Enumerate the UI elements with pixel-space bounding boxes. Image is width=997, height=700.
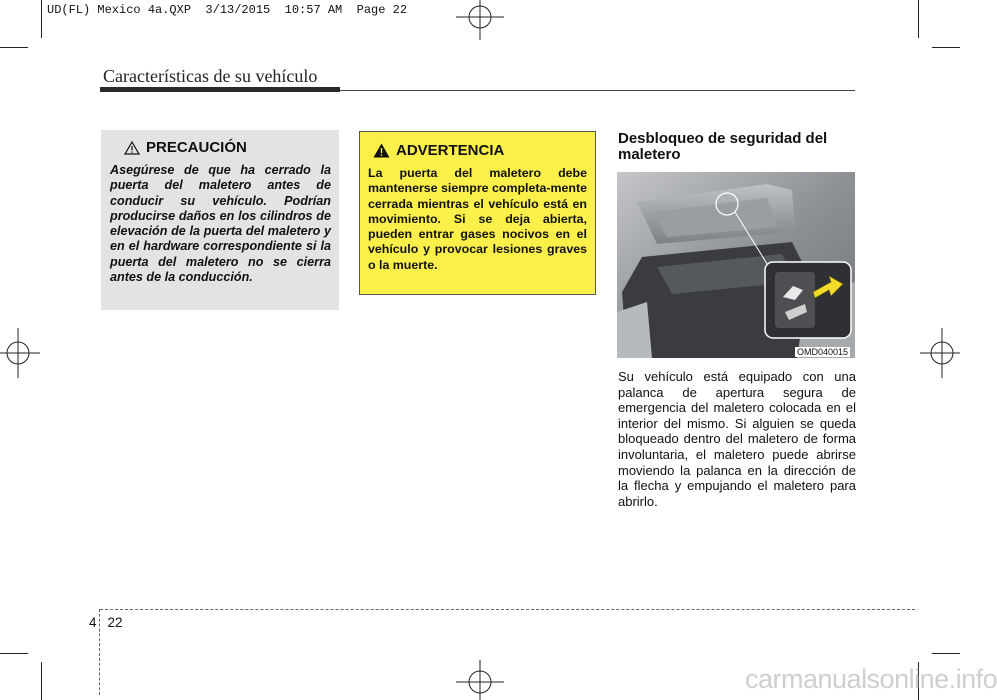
section-title: Características de su vehículo	[103, 66, 318, 86]
caution-triangle-icon	[124, 141, 140, 155]
warning-heading	[373, 142, 587, 159]
warning-title: ADVERTENCIA	[396, 142, 505, 159]
warning-box	[359, 131, 596, 295]
image-code-label: OMD040015	[797, 347, 849, 357]
warning-text: La puerta del maletero debe mantenerse siempre completa-mente cerrada mientras el vehículo está en movimiento. Si se deja abierta, pueden entrar gases nocivos en el vehículo y provocar lesiones graves o la muerte.	[368, 166, 587, 272]
registration-mark-top	[448, 0, 512, 48]
header-rule-thick	[100, 87, 340, 92]
watermark: carmanualsonline.info	[745, 664, 997, 694]
footer-dashed-rule	[100, 609, 915, 610]
chapter-number: 4	[89, 615, 97, 630]
trunk-release-body: Su vehículo está equipado con una palanca de apertura segura de emergencia del maletero colocada en el interior del mismo. Si alguien se queda bloqueado dentro del maletero de forma involuntaria, el maletero puede abrirse moviendo la palanca en la dirección de la flecha y empujando el maletero para abrirlo.	[618, 369, 856, 509]
caution-title: PRECAUCIÓN	[146, 139, 247, 156]
registration-mark-bottom	[448, 660, 512, 700]
registration-mark-left	[0, 318, 40, 388]
print-stamp: UD(FL) Mexico 4a.QXP 3/13/2015 10:57 AM Page 22	[47, 3, 408, 17]
header-rule-thin	[340, 90, 855, 91]
trunk-release-title: Desbloqueo de seguridad del maletero	[618, 130, 828, 163]
page-number-value: 22	[107, 615, 123, 630]
caution-box	[101, 130, 339, 310]
trunk-release-photo	[617, 172, 855, 358]
caution-heading	[124, 139, 331, 156]
page-number	[89, 615, 123, 630]
warning-triangle-icon	[373, 143, 390, 158]
caution-text: Asegúrese de que ha cerrado la puerta del maletero antes de conducir su vehículo. Podrían producirse daños en los cilindros de elevación de la puerta del maletero y en el hardware correspondiente si la puerta del maletero no se cierra antes de la conducción.	[110, 163, 331, 285]
registration-mark-right	[920, 318, 960, 388]
